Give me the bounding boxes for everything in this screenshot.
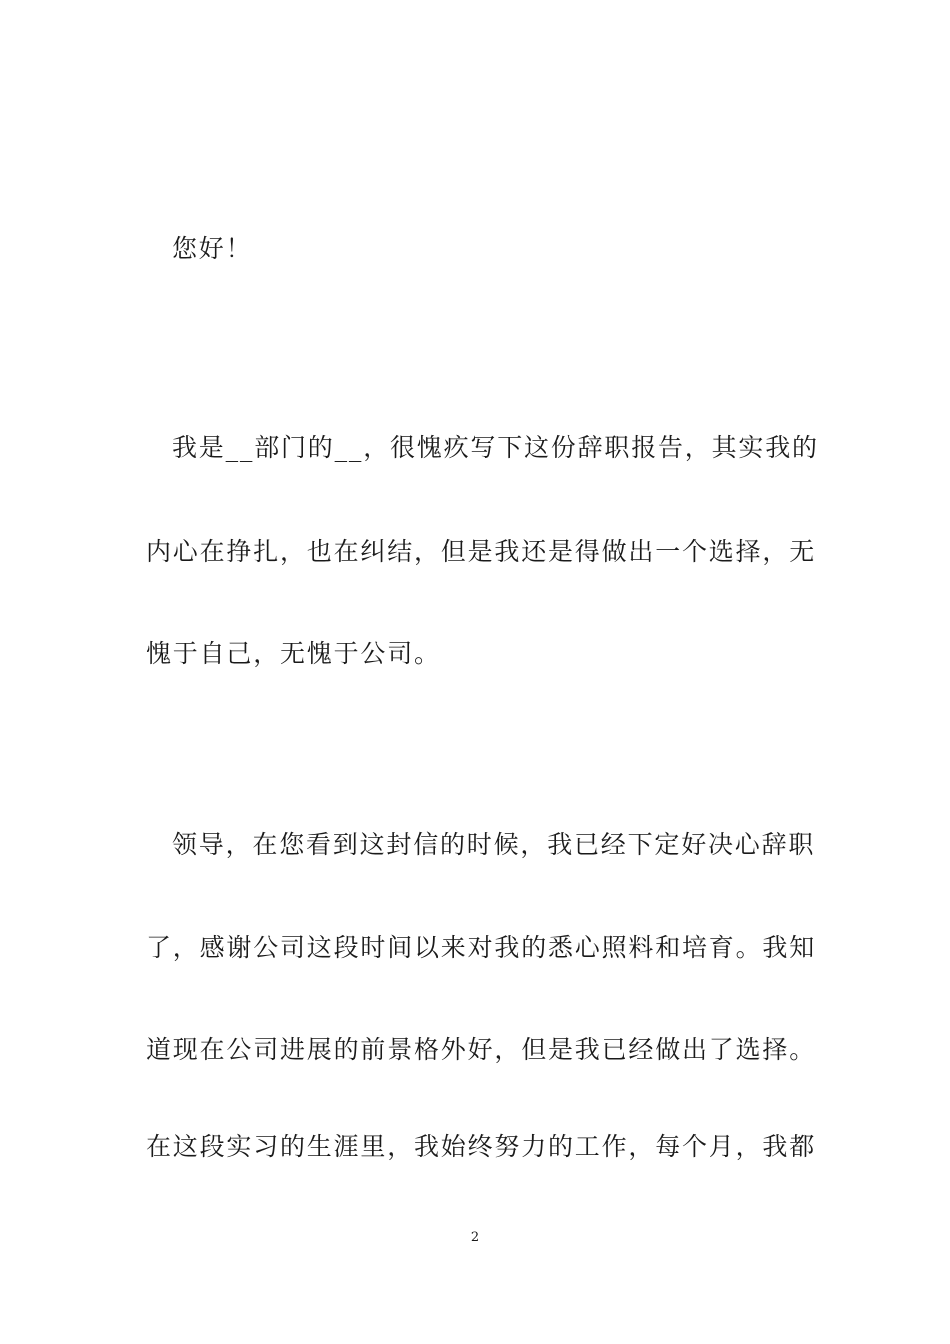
paragraph-1-line-2: 内心在挣扎，也在纠结，但是我还是得做出一个选择，无 <box>146 537 817 566</box>
paragraph-2-line-1: 领导，在您看到这封信的时候，我已经下定好决心辞职 <box>172 830 816 859</box>
paragraph-2-line-4: 在这段实习的生涯里，我始终努力的工作，每个月，我都 <box>146 1132 817 1161</box>
paragraph-2-line-3: 道现在公司进展的前景格外好，但是我已经做出了选择。 <box>146 1035 817 1064</box>
paragraph-2-line-2: 了，感谢公司这段时间以来对我的悉心照料和培育。我知 <box>146 933 817 962</box>
greeting: 您好！ <box>172 234 253 263</box>
paragraph-1-line-3: 愧于自己，无愧于公司。 <box>146 639 441 668</box>
page-number: 2 <box>470 1230 480 1245</box>
paragraph-1-line-1: 我是__部门的__，很愧疚写下这份辞职报告，其实我的 <box>172 433 819 462</box>
